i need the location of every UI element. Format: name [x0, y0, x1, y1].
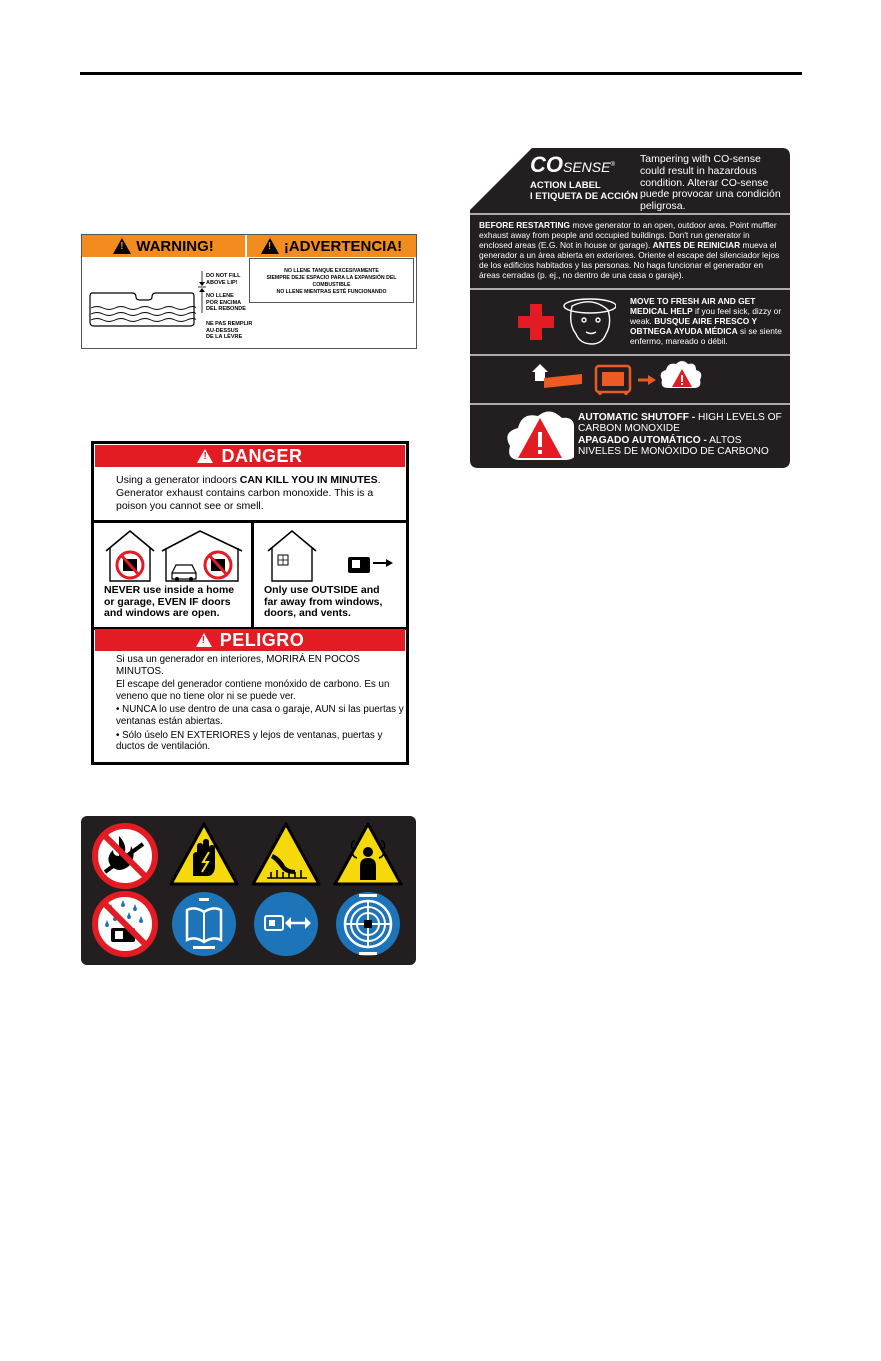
safety-symbols-label: [81, 816, 416, 965]
advertencia-header: [247, 235, 416, 257]
cosense-pictogram-row: [530, 360, 730, 400]
cosense-medical-text: MOVE TO FRESH AIR AND GET MEDICAL HELP if you feel sick, dizzy or weak. BUSQUE AIRE FRESCO Y OBTNEGA AYUDA MÉDICA si se siente enfermo, mareado o débil.: [630, 296, 782, 346]
co-cloud-alert-icon: [506, 408, 574, 464]
cosense-brand: COSENSE®: [530, 152, 615, 177]
dizzy-face-icon: [564, 299, 616, 344]
generator-distance-icon: [254, 892, 318, 956]
hot-surface-icon: [253, 824, 319, 884]
advertencia-title: ¡ADVERTENCIA!: [283, 237, 403, 255]
panel-divider: [251, 523, 254, 627]
outdoor-use-icon: [262, 527, 402, 583]
danger-label: [91, 441, 409, 765]
fill-level-arrows-icon: [198, 271, 206, 313]
peligro-header: [95, 629, 405, 651]
warning-triangle-icon: [113, 238, 131, 254]
red-cross-icon: [518, 304, 554, 340]
cosense-tamper-text: Tampering with CO-sense could result in hazardous condition. Alterar CO-sense puede provocar una condición peligrosa.: [640, 153, 781, 213]
generator-icon: [596, 366, 630, 395]
warning-triangle-icon: [196, 633, 212, 647]
warning-title: WARNING!: [136, 237, 214, 255]
fill-text-fr: NE PAS REMPLIR AU-DESSUS DE LA LÈVRE: [206, 321, 253, 340]
read-manual-icon: [172, 892, 236, 956]
ventilation-icon: [336, 892, 400, 956]
page-top-rule: [80, 72, 802, 75]
cosense-action-label: [470, 148, 790, 468]
danger-english-text: Using a generator indoors CAN KILL YOU IN MINUTES. Generator exhaust contains carbon monoxide. This is a poison you cannot see or smell.: [116, 474, 381, 512]
fill-text-en: DO NOT FILL ABOVE LIP!: [206, 273, 241, 286]
danger-pictogram-panels: [94, 520, 406, 630]
cosense-restart-text: BEFORE RESTARTING move generator to an open, outdoor area. Point muffler exhaust away from people and occupied buildings. Don't run generator in enclosed areas (E.G. Not in house or garage). ANTES DE REINICIAR mueva el generador a un área abierta en exteriores. Oriente el escape del silenciador lejos de los edificios habitados y las personas. No haga funcionar el generador en áreas cerradas (p. ej., no dentro de una casa o garaje).: [479, 220, 780, 280]
danger-title: DANGER: [221, 445, 303, 466]
electric-shock-icon: [171, 824, 237, 884]
danger-spanish-text: Si usa un generador en interiores, MORIRÁ EN POCOS MINUTOS. El escape del generador contiene monóxido de carbono. Es un veneno que no tiene olor ni se puede ver. • NUNCA lo use dentro de una casa o garaje, AUN si las puertas y ventanas están abiertas. • Sólo úselo EN EXTERIORES y lejos de ventanas, puertas y ductos de ventilación.: [116, 654, 404, 753]
fuel-warning-label: [81, 234, 417, 349]
arrow-right-icon: [638, 375, 656, 385]
fuel-tank-icon: [88, 289, 196, 327]
fill-text-es: NO LLENE POR ENCIMA DEL REBONDE: [206, 293, 246, 312]
house-exhaust-icon: [532, 364, 582, 388]
warning-triangle-icon: [197, 449, 213, 463]
no-fire-icon: [95, 826, 155, 886]
cosense-action-title: ACTION LABEL I ETIQUETA DE ACCIÓN: [530, 180, 638, 202]
panel-left-text: NEVER use inside a home or garage, EVEN IF doors and windows are open.: [104, 584, 235, 619]
warning-triangle-icon: [261, 238, 279, 254]
panel-right-text: Only use OUTSIDE and far away from windows, doors, and vents.: [264, 584, 383, 619]
toxic-fumes-icon: [335, 824, 401, 884]
danger-header: [95, 445, 405, 467]
co-cloud-warning-icon: [661, 361, 702, 388]
no-rain-icon: [95, 894, 155, 954]
cosense-shutoff-text: AUTOMATIC SHUTOFF - HIGH LEVELS OF CARBON MONOXIDE APAGADO AUTOMÁTICO - ALTOS NIVELES DE MONÓXIDO DE CARBONO: [578, 412, 782, 458]
no-indoor-use-icon: [100, 527, 248, 583]
warning-header: [82, 235, 247, 257]
medical-help-icons: [516, 296, 616, 350]
fuel-spanish-box: NO LLENE TANQUE EXCESIVAMENTE SIEMPRE DEJE ESPACIO PARA LA EXPANSIÓN DEL COMBUSTIBLE NO LLENE MIENTRAS ESTÉ FUNCIONANDO: [249, 258, 414, 303]
peligro-title: PELIGRO: [219, 629, 305, 650]
